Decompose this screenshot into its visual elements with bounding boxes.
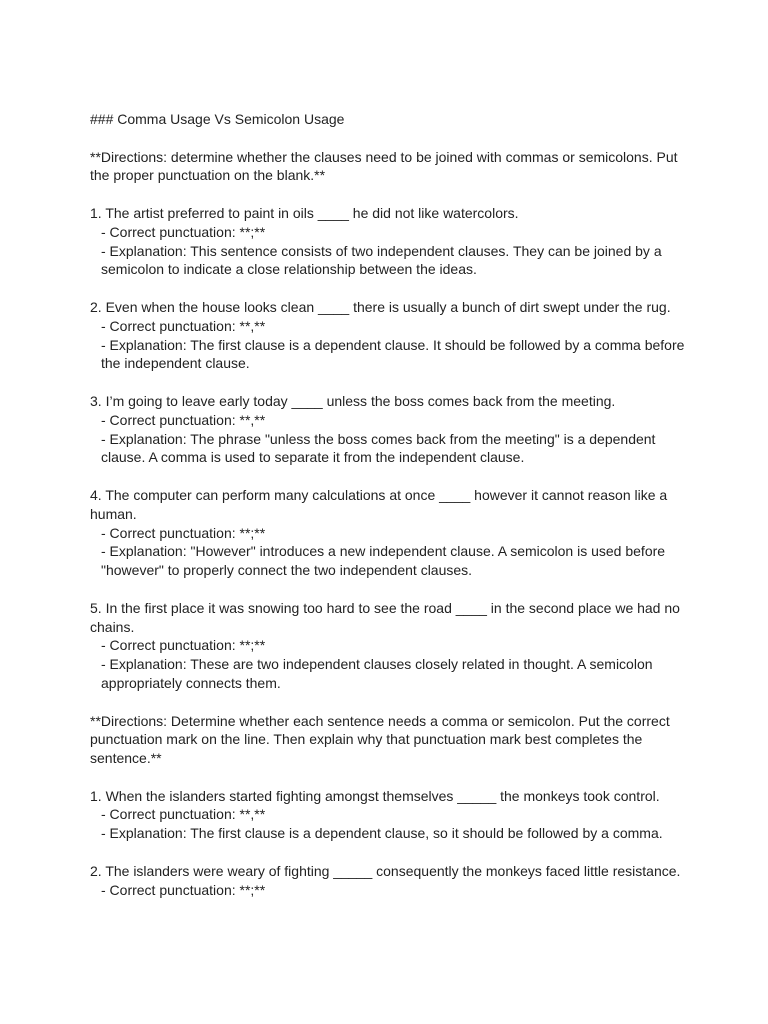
explanation: - Explanation: The first clause is a dependent clause, so it should be followed by a comma. bbox=[101, 825, 663, 842]
correct-punctuation: - Correct punctuation: **;** bbox=[101, 637, 266, 654]
question-text: 1. When the islanders started fighting amongst themselves _____ the monkeys took control. bbox=[90, 787, 660, 804]
question-text: 5. In the first place it was snowing too hard to see the road ____ in the second place we had no chains. bbox=[90, 599, 684, 635]
question-text: 2. Even when the house looks clean ____ there is usually a bunch of dirt swept under the rug. bbox=[90, 298, 671, 315]
explanation: - Explanation: "However" introduces a new independent clause. A semicolon is used before "however" to properly connect the two independent clauses. bbox=[101, 543, 669, 579]
directions-2: **Directions: Determine whether each sentence needs a comma or semicolon. Put the correct punctuation mark on the line. Then explain why that punctuation mark best completes the sentence.** bbox=[90, 712, 670, 767]
correct-punctuation: - Correct punctuation: **,** bbox=[101, 411, 266, 428]
question-text: 3. I’m going to leave early today ____ unless the boss comes back from the meeting. bbox=[90, 392, 616, 409]
explanation: - Explanation: This sentence consists of two independent clauses. They can be joined by a semicolon to indicate a close relationship between the ideas. bbox=[101, 242, 666, 278]
question-item-1 bbox=[90, 204, 690, 279]
directions-1: **Directions: determine whether the clauses need to be joined with commas or semicolons. Put the proper punctuation on the blank.** bbox=[90, 148, 678, 184]
question-text: 1. The artist preferred to paint in oils ____ he did not like watercolors. bbox=[90, 204, 519, 221]
explanation: - Explanation: These are two independent clauses closely related in thought. A semicolon appropriately connects them. bbox=[101, 656, 657, 691]
correct-punctuation: - Correct punctuation: **,** bbox=[101, 806, 266, 823]
document-page bbox=[90, 110, 690, 918]
correct-punctuation: - Correct punctuation: **;** bbox=[101, 223, 266, 240]
question-item-4 bbox=[90, 486, 690, 580]
question-item-2-2 bbox=[90, 862, 690, 900]
question-text: 4. The computer can perform many calculations at once ____ however it cannot reason like a human. bbox=[90, 486, 672, 522]
question-item-3 bbox=[90, 392, 690, 467]
correct-punctuation: - Correct punctuation: **,** bbox=[101, 317, 266, 334]
correct-punctuation: - Correct punctuation: **;** bbox=[101, 881, 266, 898]
explanation: - Explanation: The first clause is a dependent clause. It should be followed by a comma before the independent clause. bbox=[101, 336, 689, 372]
question-item-2 bbox=[90, 298, 690, 373]
question-item-5 bbox=[90, 599, 690, 693]
document-heading: ### Comma Usage Vs Semicolon Usage bbox=[90, 111, 345, 127]
explanation: - Explanation: The phrase "unless the boss comes back from the meeting" is a dependent clause. A comma is used to separate it from the independent clause. bbox=[101, 430, 660, 466]
correct-punctuation: - Correct punctuation: **;** bbox=[101, 524, 266, 541]
question-text: 2. The islanders were weary of fighting _____ consequently the monkeys faced little resistance. bbox=[90, 862, 681, 879]
question-item-2-1 bbox=[90, 787, 690, 843]
